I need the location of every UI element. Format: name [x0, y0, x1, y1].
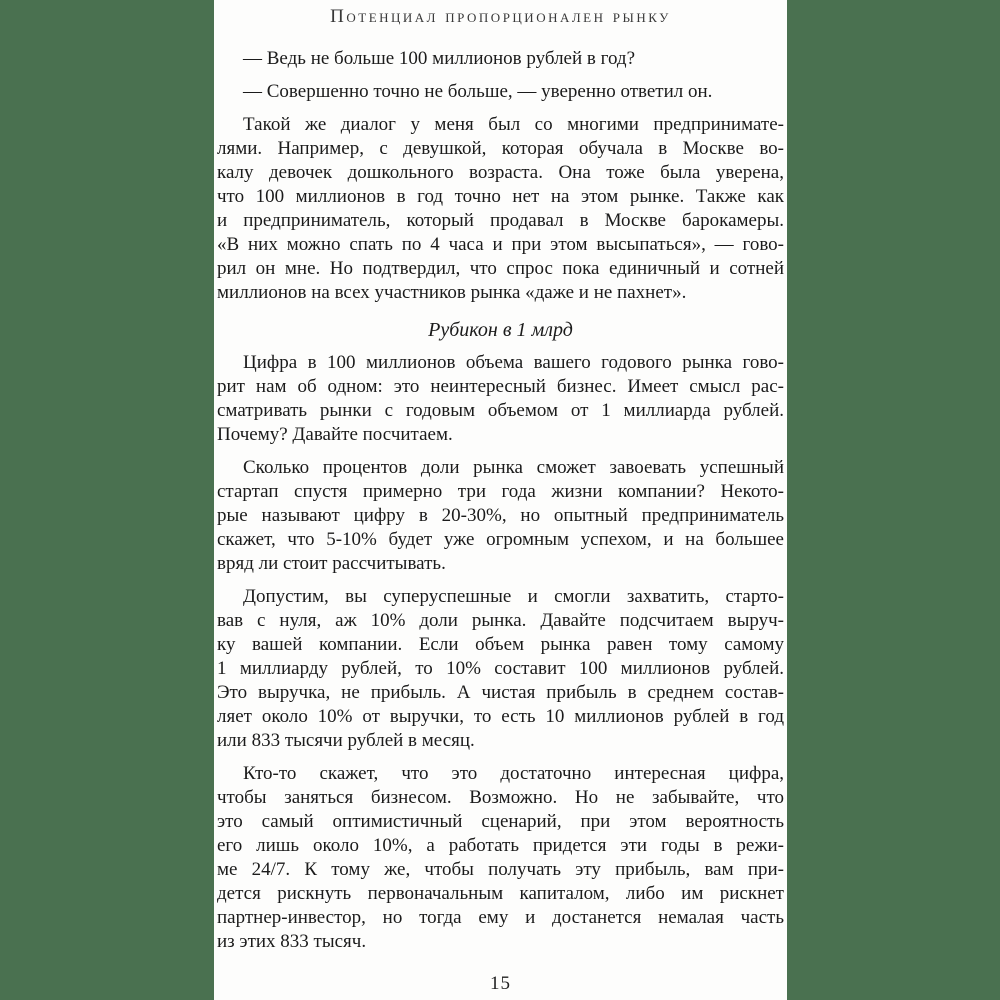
running-head: Потенциал пропорционален рынку — [330, 6, 671, 27]
paragraph — [217, 456, 784, 576]
page-content — [214, 0, 787, 954]
page-body — [217, 47, 784, 954]
text-line: Это выручка, не прибыль. А чистая прибыль в среднем состав- — [217, 682, 784, 703]
text-line: ляет около 10% от выручки, то есть 10 миллионов рублей в год — [217, 706, 784, 727]
text-line: калу девочек дошкольного возраста. Она тоже была уверена, — [217, 162, 784, 183]
text-line: Цифра в 100 миллионов объема вашего годового рынка гово- — [243, 352, 784, 373]
text-line: рые называют цифру в 20-30%, но опытный предприниматель — [217, 505, 784, 526]
text-line: рит нам об одном: это неинтересный бизнес. Имеет смысл рас- — [217, 376, 784, 397]
text-line: Кто-то скажет, что это достаточно интересная цифра, — [243, 763, 784, 784]
text-line: — Ведь не больше 100 миллионов рублей в год? — [243, 48, 635, 69]
text-line: «В них можно спать по 4 часа и при этом высыпаться», — гово- — [217, 234, 784, 255]
paragraph — [217, 47, 784, 71]
text-line: это самый оптимистичный сценарий, при этом вероятность — [217, 811, 784, 832]
paragraph — [217, 351, 784, 447]
text-line: что 100 миллионов в год точно нет на этом рынке. Также как — [217, 186, 784, 207]
text-line: Почему? Давайте посчитаем. — [217, 424, 453, 445]
text-line: миллионов на всех участников рынка «даже и не пахнет». — [217, 282, 687, 303]
text-line: рил он мне. Но подтвердил, что спрос пока единичный и сотней — [217, 258, 784, 279]
text-line: скажет, что 5-10% будет уже огромным успехом, и на большее — [217, 529, 784, 550]
text-line: стартап спустя примерно три года жизни компании? Некото- — [217, 481, 784, 502]
paragraph — [217, 113, 784, 305]
text-line: вав с нуля, аж 10% доли рынка. Давайте подсчитаем выруч- — [217, 610, 784, 631]
text-line: вряд ли стоит рассчитывать. — [217, 553, 446, 574]
text-line: и предприниматель, который продавал в Москве барокамеры. — [217, 210, 784, 231]
text-line: из этих 833 тысяч. — [217, 931, 367, 952]
text-line: его лишь около 10%, а работать придется эти годы в режи- — [217, 835, 784, 856]
text-line: — Совершенно точно не больше, — уверенно ответил он. — [243, 81, 713, 102]
section-heading: Рубикон в 1 млрд — [428, 319, 573, 341]
text-line: Сколько процентов доли рынка сможет завоевать успешный — [243, 457, 784, 478]
text-line: партнер-инвестор, но тогда ему и достанется немалая часть — [217, 907, 784, 928]
paragraph — [217, 80, 784, 104]
book-page — [214, 0, 787, 1000]
text-line: сматривать рынки с годовым объемом от 1 миллиарда рублей. — [217, 400, 784, 421]
text-line: Допустим, вы суперуспешные и смогли захватить, старто- — [243, 586, 784, 607]
text-line: чтобы заняться бизнесом. Возможно. Но не забывайте, что — [217, 787, 784, 808]
text-line: лями. Например, с девушкой, которая обучала в Москве во- — [217, 138, 784, 159]
text-line: 1 миллиарду рублей, то 10% составит 100 миллионов рублей. — [217, 658, 784, 679]
paragraph — [217, 762, 784, 954]
paragraph — [217, 585, 784, 753]
text-line: или 833 тысячи рублей в месяц. — [217, 730, 475, 751]
text-line: ку вашей компании. Если объем рынка равен тому самому — [217, 634, 784, 655]
text-line: Такой же диалог у меня был со многими предпринимате- — [243, 114, 784, 135]
page-number: 15 — [490, 973, 511, 994]
text-line: дется рискнуть первоначальным капиталом, либо им рискнет — [217, 883, 784, 904]
text-line: ме 24/7. К тому же, чтобы получать эту прибыль, вам при- — [217, 859, 784, 880]
